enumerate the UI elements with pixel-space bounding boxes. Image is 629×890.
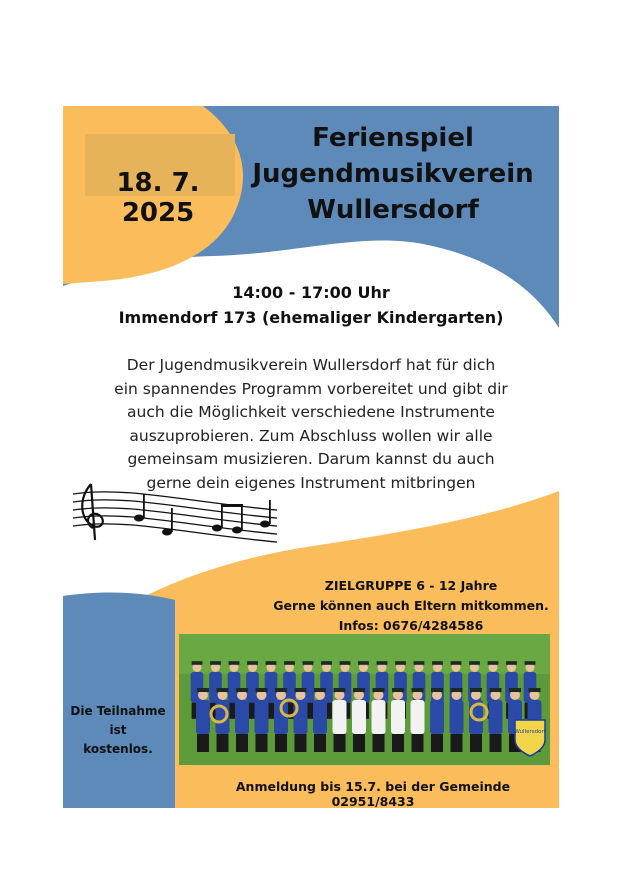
- event-date: 18. 7. 2025: [116, 168, 200, 228]
- band-group-photo: [179, 634, 550, 765]
- description-line: gerne dein eigenes Instrument mitbringen: [146, 473, 476, 492]
- description-line: gemeinsam musizieren. Darum kannst du auch: [127, 450, 495, 468]
- time-location: [63, 280, 559, 330]
- description-line: Der Jugendmusikverein Wullersdorf hat für dich: [126, 356, 496, 374]
- target-group: ZIELGRUPPE 6 - 12 Jahre: [324, 578, 498, 593]
- target-group-info: [273, 576, 549, 636]
- info-phone: Infos: 0676/4284586: [338, 618, 484, 633]
- event-location: Immendorf 173 (ehemaliger Kindergarten): [118, 308, 504, 327]
- signup-info: Anmeldung bis 15.7. bei der Gemeinde 02951/8433: [235, 779, 511, 808]
- free-line: ist: [109, 723, 127, 737]
- event-poster: [63, 106, 559, 808]
- poster-title: [238, 120, 548, 228]
- crest-label: Wullersdorf: [514, 729, 546, 735]
- title-line: Wullersdorf: [307, 195, 479, 225]
- event-time: 14:00 - 17:00 Uhr: [232, 283, 390, 302]
- title-line: Ferienspiel: [312, 123, 474, 153]
- description-line: auch die Möglichkeit verschiedene Instrumente: [127, 403, 495, 421]
- description-line: auszuprobieren. Zum Abschluss wollen wir alle: [129, 426, 493, 445]
- free-line: kostenlos.: [83, 742, 153, 756]
- free-admission-note: [63, 702, 173, 759]
- description-line: ein spannendes Programm vorbereitet und gibt dir: [114, 379, 508, 398]
- title-line: Jugendmusikverein: [252, 159, 534, 189]
- free-line: Die Teilnahme: [70, 704, 166, 718]
- music-notes-staff-icon: [67, 472, 287, 550]
- parents-note: Gerne können auch Eltern mitkommen.: [273, 598, 549, 613]
